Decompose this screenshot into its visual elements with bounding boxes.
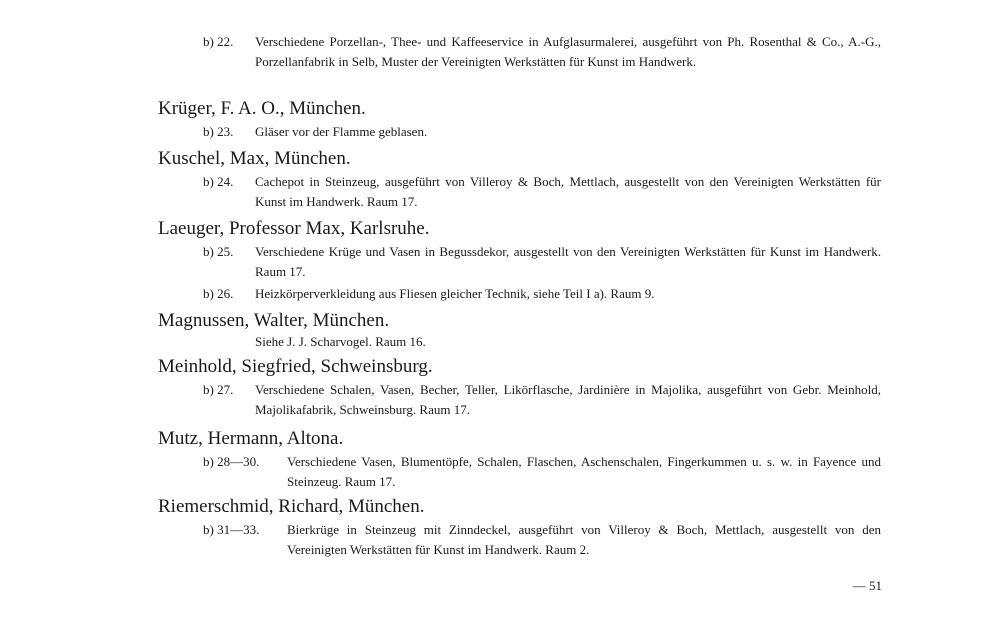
artist-heading-krueger: Krüger, F. A. O., München. bbox=[158, 98, 366, 119]
catalog-entry-24 bbox=[203, 172, 881, 212]
entry-code: b) 25. bbox=[203, 244, 234, 259]
entry-text: Bierkrüge in Steinzeug mit Zinndeckel, ausgeführt von Villeroy & Boch, Mettlach, ausgestellt von den Vereinigten Werkstätten für Kunst im Handwerk. Raum 2. bbox=[287, 522, 881, 557]
entry-code: b) 26. bbox=[203, 286, 234, 301]
entry-code: b) 31—33. bbox=[203, 522, 260, 537]
artist-heading-laeuger: Laeuger, Professor Max, Karlsruhe. bbox=[158, 218, 430, 239]
artist-heading-magnussen: Magnussen, Walter, München. bbox=[158, 310, 390, 331]
entry-text: Verschiedene Schalen, Vasen, Becher, Teller, Likörflasche, Jardinière in Majolika, ausgeführt von Gebr. Meinhold, Majolikafabrik, Schweinsburg. Raum 17. bbox=[255, 382, 881, 417]
artist-heading-kuschel: Kuschel, Max, München. bbox=[158, 148, 351, 169]
artist-heading-mutz: Mutz, Hermann, Altona. bbox=[158, 428, 344, 449]
catalog-entry-31-33 bbox=[203, 520, 881, 560]
entry-code: b) 23. bbox=[203, 124, 234, 139]
catalog-entry-23 bbox=[203, 122, 881, 142]
catalog-entry-26 bbox=[203, 284, 881, 304]
entry-text: Cachepot in Steinzeug, ausgeführt von Villeroy & Boch, Mettlach, ausgestellt von den Vereinigten Werkstätten für Kunst im Handwerk. Raum 17. bbox=[255, 174, 881, 209]
entry-text: Gläser vor der Flamme geblasen. bbox=[255, 124, 428, 139]
entry-code: b) 22. bbox=[203, 34, 234, 49]
cross-reference: Siehe J. J. Scharvogel. Raum 16. bbox=[255, 334, 426, 349]
entry-text: Verschiedene Porzellan-, Thee- und Kaffeeservice in Aufglasurmalerei, ausgeführt von Ph. Rosenthal & Co., A.-G., Porzellanfabrik in Selb, Muster der Vereinigten Werkstätten für Kunst im Handwerk. bbox=[255, 34, 881, 69]
catalog-entry-28-30 bbox=[203, 452, 881, 492]
entry-text: Verschiedene Krüge und Vasen in Begussdekor, ausgestellt von den Vereinigten Werkstätten für Kunst im Handwerk. Raum 17. bbox=[255, 244, 881, 279]
entry-code: b) 28—30. bbox=[203, 454, 260, 469]
entry-text: Heizkörperverkleidung aus Fliesen gleicher Technik, siehe Teil I a). Raum 9. bbox=[255, 286, 655, 301]
entry-text: Verschiedene Vasen, Blumentöpfe, Schalen, Flaschen, Aschenschalen, Fingerkummen u. s. w. in Fayence und Steinzeug. Raum 17. bbox=[287, 454, 881, 489]
catalog-entry-27 bbox=[203, 380, 881, 420]
artist-heading-riemerschmid: Riemerschmid, Richard, München. bbox=[158, 496, 425, 517]
catalog-entry-22 bbox=[203, 32, 881, 92]
entry-code: b) 24. bbox=[203, 174, 234, 189]
catalog-entry-25 bbox=[203, 242, 881, 282]
entry-code: b) 27. bbox=[203, 382, 234, 397]
page-number: — 51 bbox=[852, 578, 882, 593]
artist-heading-meinhold: Meinhold, Siegfried, Schweinsburg. bbox=[158, 356, 433, 377]
